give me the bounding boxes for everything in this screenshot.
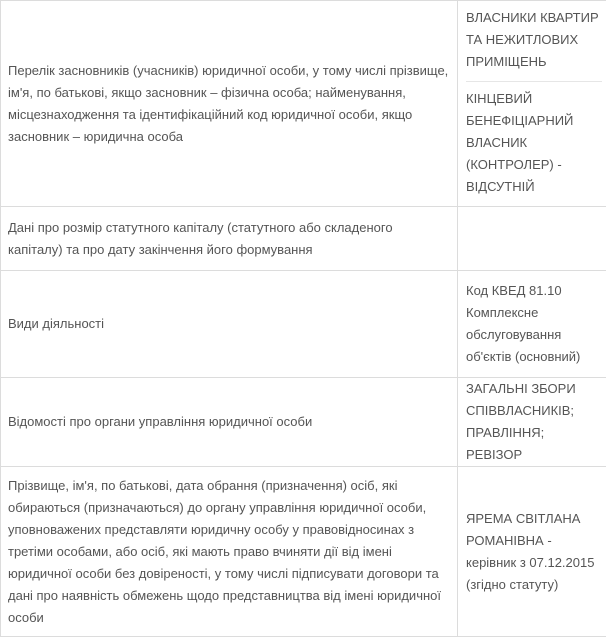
head-label: Прізвище, ім'я, по батькові, дата обрання (призначення) осіб, які обираються (призначаються) до органу управління юридичної особи, уповноважених представляти юридичну особу у правовідносинах з третіми особами, або осіб, які мають право вчиняти дії від імені юридичної особи без довіреності, у тому числі підписувати договори та дані про наявність обмежень щодо представництва від імені юридичної особи: [1, 467, 458, 637]
head-value: ЯРЕМА СВІТЛАНА РОМАНІВНА - керівник з 07.12.2015 (згідно статуту): [458, 467, 606, 637]
table-row-head: [1, 467, 606, 637]
management-value: ЗАГАЛЬНІ ЗБОРИ СПІВВЛАСНИКІВ; ПРАВЛІННЯ; РЕВІЗОР: [458, 378, 606, 467]
management-label: Відомості про органи управління юридичної особи: [1, 378, 458, 467]
table-row-capital: [1, 207, 606, 271]
table-row-founders: [1, 1, 606, 207]
founders-label: Перелік засновників (учасників) юридичної особи, у тому числі прізвище, ім'я, по батькові, якщо засновник – фізична особа; найменування, місцезнаходження та ідентифікаційний код юридичної особи, якщо засновник – юридична особа: [1, 1, 458, 207]
founders-beneficiary-value: КІНЦЕВИЙ БЕНЕФІЦІАРНИЙ ВЛАСНИК (КОНТРОЛЕР) - ВІДСУТНІЙ: [466, 81, 602, 206]
capital-label: Дані про розмір статутного капіталу (статутного або складеного капіталу) та про дату закінчення його формування: [1, 207, 458, 271]
activities-value: Код КВЕД 81.10 Комплексне обслуговування об'єктів (основний): [458, 271, 606, 378]
capital-value: [458, 207, 606, 271]
founders-owners-value: ВЛАСНИКИ КВАРТИР ТА НЕЖИТЛОВИХ ПРИМІЩЕНЬ: [466, 10, 599, 69]
table-row-activities: [1, 271, 606, 378]
activities-label: Види діяльності: [1, 271, 458, 378]
founders-value: [458, 1, 606, 207]
table-row-management: [1, 378, 606, 467]
